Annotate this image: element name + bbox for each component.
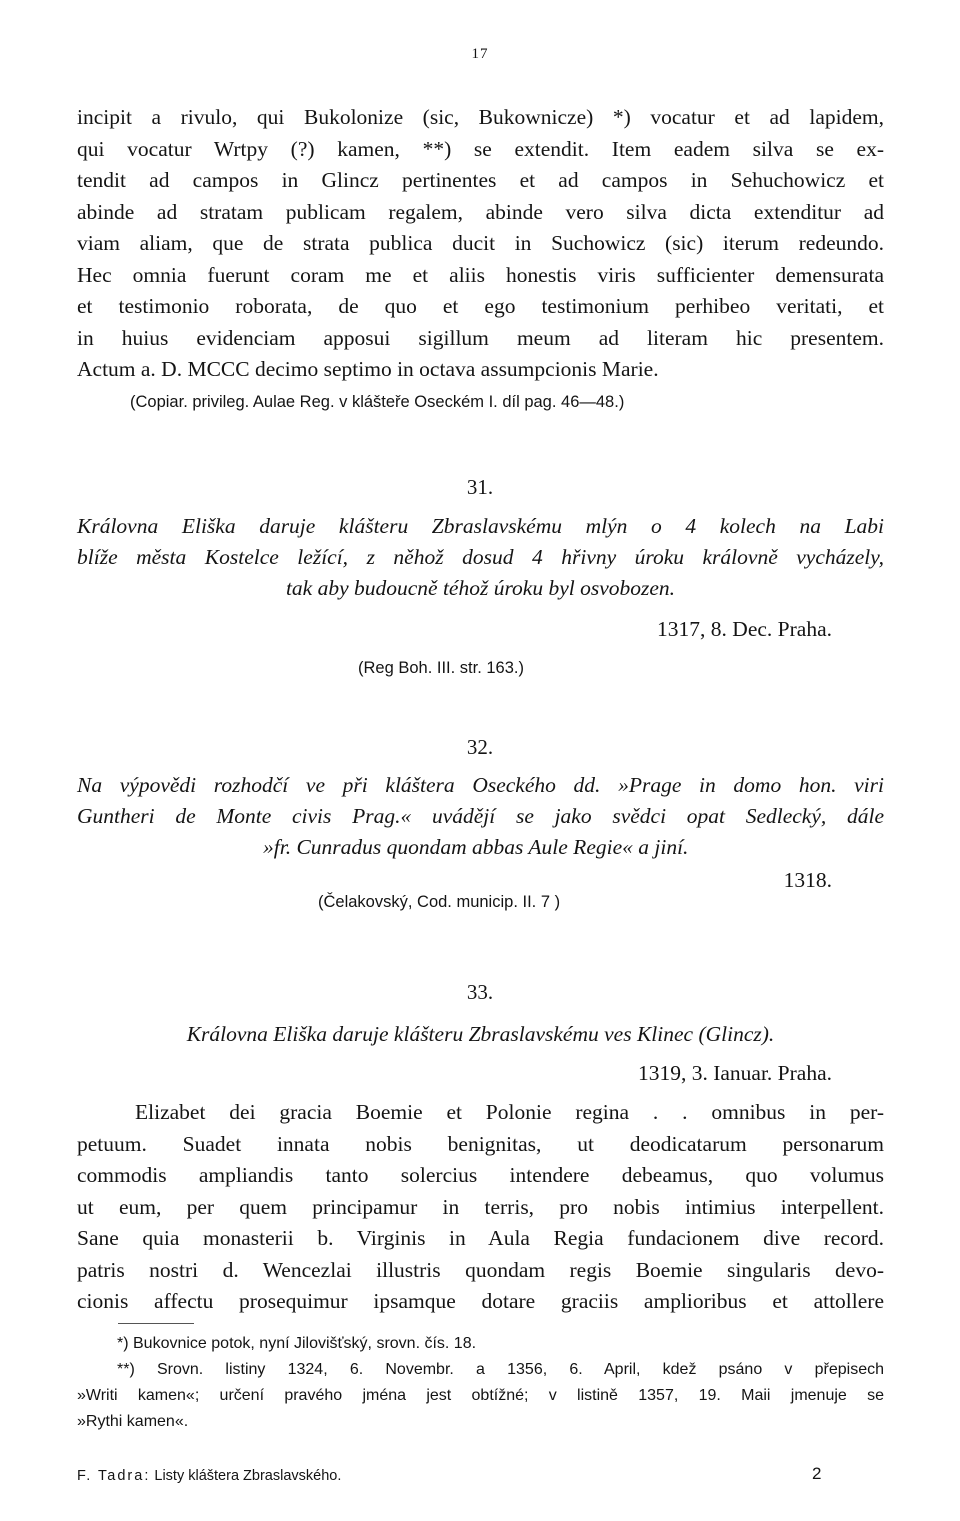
doc-33-regest bbox=[77, 1019, 884, 1050]
regest-line: Královna Eliška daruje klášteru Zbraslavskému mlýn o 4 kolech na Labi bbox=[77, 514, 884, 538]
footer-author: F. Tadra: bbox=[77, 1468, 151, 1484]
text-line: qui vocatur Wrtpy (?) kamen, **) se extendit. Item eadem silva se ex- bbox=[77, 136, 884, 161]
regest-line: tak aby budoucně téhož úroku byl osvobozen. bbox=[285, 576, 676, 600]
footnotes bbox=[77, 1331, 884, 1435]
text-line: et testimonio roborata, de quo et ego testimonium perhibeo veritati, et bbox=[77, 294, 884, 318]
footer-title: Listy kláštera Zbraslavského. bbox=[154, 1468, 342, 1484]
footnote-line: »Rythi kamen«. bbox=[77, 1413, 189, 1430]
footnote-line: »Writi kamen«; určení pravého jména jest obtížné; v listině 1357, 19. Maii jmenuje se bbox=[77, 1387, 884, 1404]
text-line: ut eum, per quem principamur in terris, pro nobis intimius interpellent. bbox=[77, 1194, 884, 1219]
text-line: patris nostri d. Wencezlai illustris quondam regis Boemie singularis devo- bbox=[77, 1257, 884, 1282]
text-line: Actum a. D. MCCC decimo septimo in octava assumpcionis Marie. bbox=[77, 357, 659, 381]
regest-line: Na výpovědi rozhodčí ve při kláštera Oseckého dd. »Prage in domo hon. viri bbox=[77, 773, 884, 797]
regest-line: blíže města Kostelce ležící, z něhož dosud 4 hřivny úroku královně vycházely, bbox=[77, 545, 884, 569]
sheet-signature: 2 bbox=[812, 1464, 822, 1483]
doc-33-number: 33. bbox=[466, 980, 494, 1004]
opening-source: (Copiar. privileg. Aulae Reg. v klášteře Oseckém I. díl pag. 46—48.) bbox=[130, 393, 625, 411]
footnote-rule bbox=[118, 1323, 194, 1324]
text-line: in huius evidenciam apposui sigillum meum ad literam hic presentem. bbox=[77, 325, 884, 350]
regest-line: »fr. Cunradus quondam abbas Aule Regie« a jiní. bbox=[263, 835, 689, 859]
opening-text bbox=[77, 102, 884, 386]
text-line: Sane quia monasterii b. Virginis in Aula Regia fundacionem dive record. bbox=[77, 1226, 884, 1250]
doc-31-number: 31. bbox=[466, 475, 494, 499]
text-line: tendit ad campos in Glincz pertinentes et ad campos in Sehuchowicz et bbox=[77, 168, 884, 192]
regest-line: Guntheri de Monte civis Prag.« uvádějí se jako svědci opat Sedlecký, dále bbox=[77, 804, 884, 828]
text-line: abinde ad stratam publicam regalem, abinde vero silva dicta extenditur ad bbox=[77, 199, 884, 224]
doc-32-number: 32. bbox=[466, 735, 494, 759]
doc-32-regest bbox=[77, 770, 884, 863]
text-line: incipit a rivulo, qui Bukolonize (sic, Bukownicze) *) vocatur et ad lapidem, bbox=[77, 105, 884, 129]
doc-33-date: 1319, 3. Ianuar. Praha. bbox=[637, 1061, 832, 1085]
page-number: 17 bbox=[471, 46, 489, 62]
doc-31-regest bbox=[77, 511, 884, 604]
text-line: viam aliam, que de strata publica ducit in Suchowicz (sic) iterum redeundo. bbox=[77, 231, 884, 255]
text-line: petuum. Suadet innata nobis benignitas, ut deodicatarum personarum bbox=[77, 1131, 884, 1156]
footnote-line: **) Srovn. listiny 1324, 6. Novembr. a 1356, 6. April, kdež psáno v přepisech bbox=[117, 1361, 884, 1378]
doc-33-text bbox=[77, 1097, 884, 1318]
doc-31-date: 1317, 8. Dec. Praha. bbox=[657, 617, 832, 641]
text-line: Elizabet dei gracia Boemie et Polonie regina . . omnibus in per- bbox=[135, 1100, 884, 1124]
text-line: cionis affectu prosequimur ipsamque dotare graciis amplioribus et attollere bbox=[77, 1289, 884, 1313]
running-footer bbox=[77, 1468, 341, 1484]
doc-31-source: (Reg Boh. III. str. 163.) bbox=[358, 659, 524, 677]
regest-line: Královna Eliška daruje klášteru Zbraslavskému ves Klinec (Glincz). bbox=[186, 1022, 775, 1046]
doc-32-date: 1318. bbox=[783, 868, 832, 892]
doc-32-source: (Čelakovský, Cod. municip. II. 7 ) bbox=[318, 893, 561, 911]
text-line: Hec omnia fuerunt coram me et aliis honestis viris sufficienter demensurata bbox=[77, 262, 884, 287]
text-line: commodis ampliandis tanto solercius intendere debeamus, quo volumus bbox=[77, 1163, 884, 1187]
footnote-line: *) Bukovnice potok, nyní Jilovišťský, srovn. čís. 18. bbox=[117, 1335, 477, 1352]
